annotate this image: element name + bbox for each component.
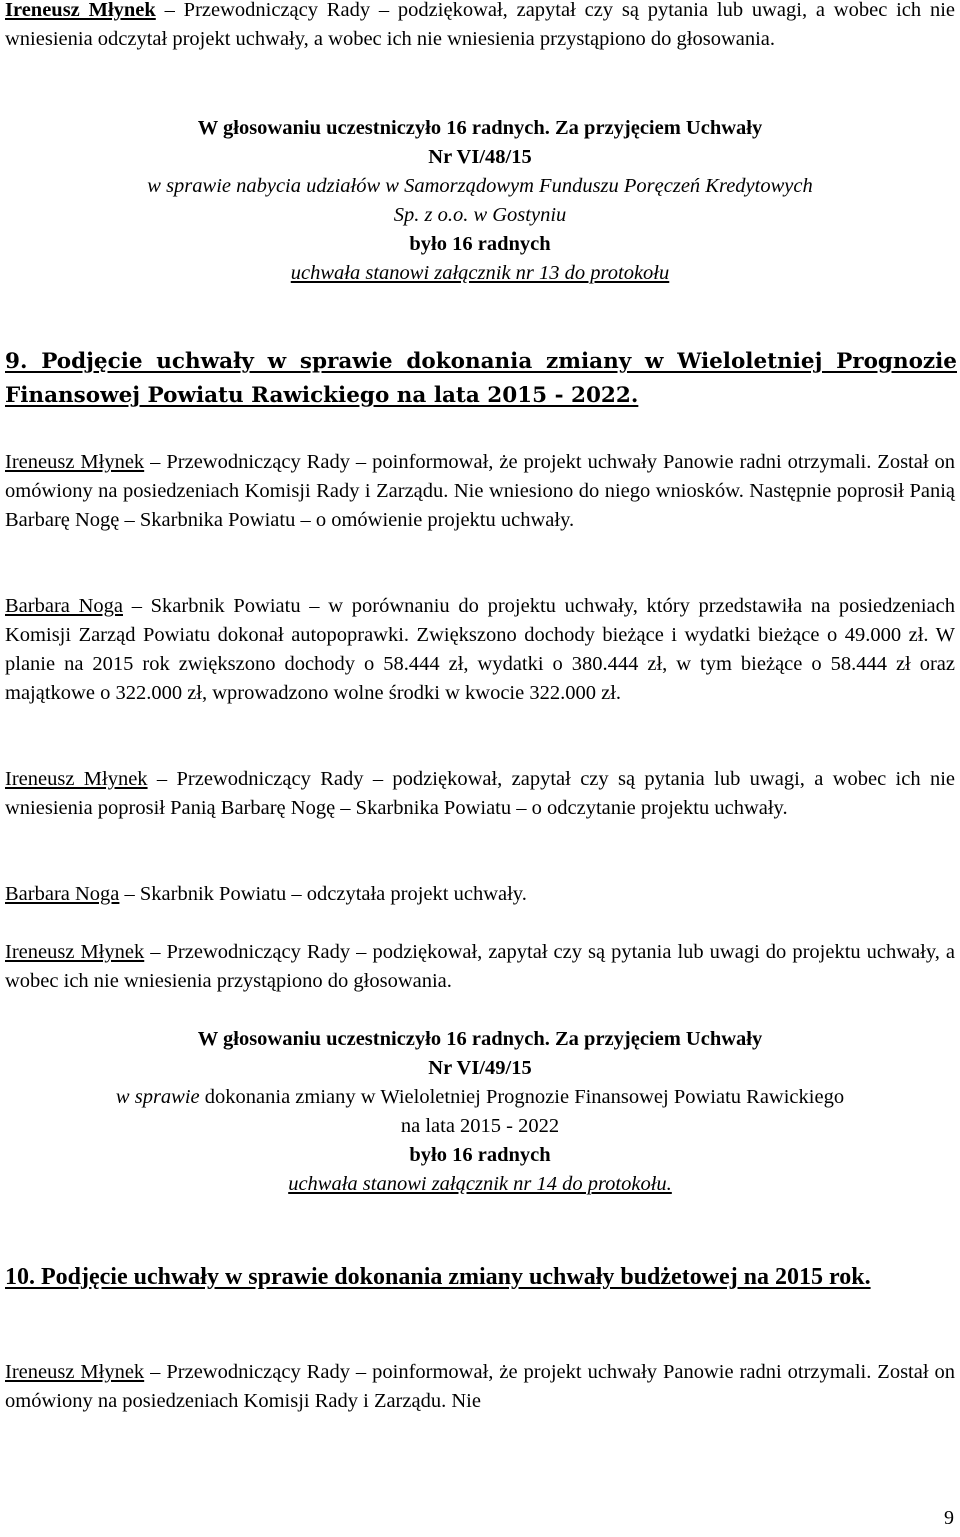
- paragraph-chairman-request: [5, 765, 955, 823]
- paragraph-text: – Skarbnik Powiatu – w porównaniu do projektu uchwały, który przedstawiła na posiedzeniach Komisji Zarząd Powiatu dokonał autopoprawki. Zwiększono dochody bieżące i wydatki bieżące o 49.000 zł. W planie na 2015 rok zwiększono dochody o 58.444 zł, wydatki o 380.444 zł, w tym bieżące o 58.444 zł oraz majątkowe o 322.000 zł, wprowadzono wolne środki w kwocie 322.000 zł.: [5, 595, 955, 704]
- speaker-name: Ireneusz Młynek: [5, 451, 145, 473]
- paragraph-text: – Przewodniczący Rady – podziękował, zapytał czy są pytania lub uwagi, a wobec ich nie wniesienia poprosił Panią Barbarę Nogę – Skarbnika Powiatu – o odczytanie projektu uchwały.: [5, 768, 956, 819]
- vote-summary-line: W głosowaniu uczestniczyło 16 radnych. Za przyjęciem Uchwały: [197, 1028, 763, 1050]
- attachment-note: uchwała stanowi załącznik nr 14 do protokołu.: [288, 1173, 672, 1195]
- speaker-name: Ireneusz Młynek: [5, 0, 156, 21]
- resolution-subject-cont: na lata 2015 - 2022: [400, 1115, 560, 1137]
- agenda-item-10-heading: 10. Podjęcie uchwały w sprawie dokonania zmiany uchwały budżetowej na 2015 rok.: [5, 1264, 871, 1290]
- paragraph-chairman-vote-intro: [5, 0, 955, 54]
- vote-summary-line: W głosowaniu uczestniczyło 16 radnych. Za przyjęciem Uchwały: [197, 117, 763, 139]
- resolution-subject: w sprawie nabycia udziałów w Samorządowym Funduszu Poręczeń Kredytowych: [147, 175, 813, 197]
- paragraph-chairman-info: [5, 448, 955, 535]
- paragraph-treasurer-explanation: [5, 592, 955, 708]
- vote-result: było 16 radnych: [409, 1144, 551, 1166]
- paragraph-text: – Przewodniczący Rady – podziękował, zapytał czy są pytania lub uwagi, a wobec ich nie wniesienia odczytał projekt uchwały, a wobec ich nie wniesienia przystąpiono do głosowania.: [5, 0, 956, 50]
- paragraph-text: – Przewodniczący Rady – poinformował, że projekt uchwały Panowie radni otrzymali. Został on omówiony na posiedzeniach Komisji Rady i Zarządu. Nie: [5, 1361, 956, 1412]
- resolution-number: Nr VI/48/15: [428, 146, 532, 168]
- speaker-name: Ireneusz Młynek: [5, 941, 145, 963]
- paragraph-chairman-vote: [5, 938, 955, 996]
- resolution-subject: [0, 1083, 960, 1112]
- speaker-name: Ireneusz Młynek: [5, 768, 148, 790]
- page-number: 9: [944, 1507, 954, 1529]
- paragraph-text: – Skarbnik Powiatu – odczytała projekt uchwały.: [124, 883, 527, 905]
- paragraph-chairman-info: [5, 1358, 955, 1416]
- speaker-name: Ireneusz Młynek: [5, 1361, 145, 1383]
- resolution-subject-cont: Sp. z o.o. w Gostyniu: [393, 204, 567, 226]
- attachment-note: uchwała stanowi załącznik nr 13 do protokołu: [290, 262, 670, 284]
- agenda-item-9-heading: 9. Podjęcie uchwały w sprawie dokonania zmiany w Wieloletniej Prognozie Finansowej Powiatu Rawickiego na lata 2015 - 2022.: [5, 349, 957, 408]
- vote-result: było 16 radnych: [409, 233, 551, 255]
- resolution-number: Nr VI/49/15: [428, 1057, 532, 1079]
- resolution-subject-italic: w sprawie: [115, 1086, 200, 1108]
- paragraph-treasurer-reading: [5, 880, 955, 909]
- paragraph-text: – Przewodniczący Rady – podziękował, zapytał czy są pytania lub uwagi do projektu uchwały, a wobec ich nie wniesienia przystąpiono do głosowania.: [5, 941, 956, 992]
- paragraph-text: – Przewodniczący Rady – poinformował, że projekt uchwały Panowie radni otrzymali. Został on omówiony na posiedzeniach Komisji Rady i Zarządu. Nie wniesiono do niego wniosków. Następnie poprosił Panią Barbarę Nogę – Skarbnika Powiatu – o omówienie projektu uchwały.: [5, 451, 956, 531]
- resolution-subject-text: dokonania zmiany w Wieloletniej Prognozie Finansowej Powiatu Rawickiego: [199, 1086, 845, 1108]
- speaker-name: Barbara Noga: [5, 595, 123, 617]
- speaker-name: Barbara Noga: [5, 883, 120, 905]
